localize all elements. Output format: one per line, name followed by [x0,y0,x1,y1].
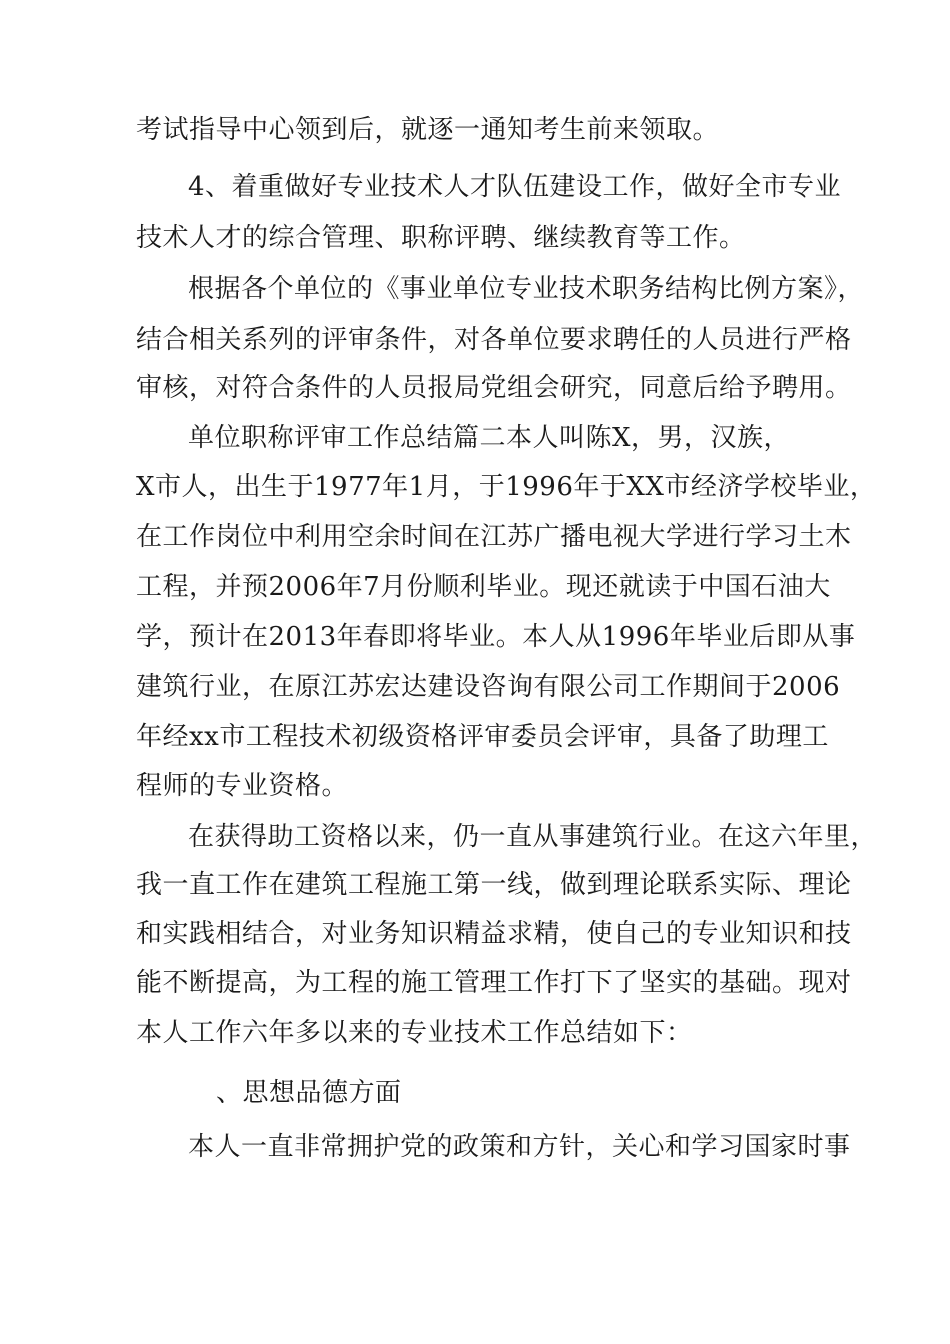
text-line: 本人工作六年多以来的专业技术工作总结如下： [136,1018,693,1048]
text-line: 能不断提高，为工程的施工管理工作打下了坚实的基础。现对 [136,968,852,998]
text-line: 和实践相结合，对业务知识精益求精，使自己的专业知识和技 [136,919,852,949]
text-line: 在工作岗位中利用空余时间在江苏广播电视大学进行学习土木 [136,522,852,552]
text-line: 学，预计在2013年春即将毕业。本人从1996年毕业后即从事 [136,622,856,652]
text-line: 根据各个单位的《事业单位专业技术职务结构比例方案》， [188,274,865,304]
text-line: 结合相关系列的评审条件，对各单位要求聘任的人员进行严格 [136,325,852,355]
section-heading: 、思想品德方面 [216,1078,402,1108]
text-line: 程师的专业资格。 [136,771,349,801]
text-line: 考试指导中心领到后，就逐一通知考生前来领取。 [136,115,720,145]
text-line: X市人，出生于1977年1月，于1996年于XX市经济学校毕业， [136,472,877,502]
text-line: 我一直工作在建筑工程施工第一线，做到理论联系实际、理论 [136,870,852,900]
text-line: 本人一直非常拥护党的政策和方针，关心和学习国家时事 [188,1132,851,1162]
text-line: 在获得助工资格以来，仍一直从事建筑行业。在这六年里， [188,822,878,852]
text-line: 建筑行业，在原江苏宏达建设咨询有限公司工作期间于2006 [136,672,841,702]
text-line: 审核，对符合条件的人员报局党组会研究，同意后给予聘用。 [136,373,852,403]
text-line: 技术人才的综合管理、职称评聘、继续教育等工作。 [136,223,746,253]
text-line: 年经xx市工程技术初级资格评审委员会评审，具备了助理工 [136,722,829,752]
text-line: 4、着重做好专业技术人才队伍建设工作，做好全市专业 [188,172,842,202]
text-line: 单位职称评审工作总结篇二本人叫陈X，男，汉族， [188,423,791,453]
text-line: 工程，并预2006年7月份顺利毕业。现还就读于中国石油大 [136,572,831,602]
